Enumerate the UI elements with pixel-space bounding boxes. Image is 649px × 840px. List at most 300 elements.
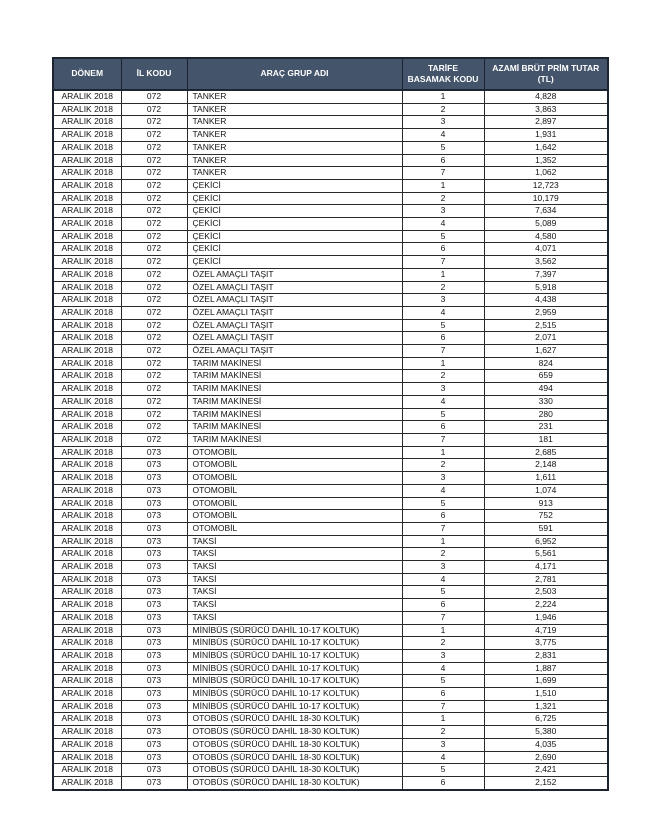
- table-cell-azami-brut-prim-tutar: 913: [484, 497, 608, 510]
- table-cell-donem: ARALIK 2018: [53, 268, 121, 281]
- table-cell-azami-brut-prim-tutar: 7,634: [484, 205, 608, 218]
- table-cell-arac-grup-adi: TARIM MAKİNESİ: [187, 408, 402, 421]
- table-cell-azami-brut-prim-tutar: 2,690: [484, 751, 608, 764]
- table-cell-donem: ARALIK 2018: [53, 649, 121, 662]
- table-row: [53, 700, 608, 713]
- table-cell-arac-grup-adi: OTOMOBİL: [187, 446, 402, 459]
- table-cell-il-kodu: 072: [121, 116, 187, 129]
- table-cell-arac-grup-adi: OTOBÜS (SÜRÜCÜ DAHİL 18-30 KOLTUK): [187, 776, 402, 789]
- table-cell-azami-brut-prim-tutar: 231: [484, 421, 608, 434]
- table-cell-tarife-basamak-kodu: 4: [402, 484, 484, 497]
- table-cell-azami-brut-prim-tutar: 181: [484, 433, 608, 446]
- table-cell-il-kodu: 073: [121, 459, 187, 472]
- table-row: [53, 205, 608, 218]
- table-cell-tarife-basamak-kodu: 5: [402, 230, 484, 243]
- table-cell-donem: ARALIK 2018: [53, 332, 121, 345]
- table-cell-donem: ARALIK 2018: [53, 129, 121, 142]
- table-cell-azami-brut-prim-tutar: 659: [484, 370, 608, 383]
- table-cell-tarife-basamak-kodu: 2: [402, 370, 484, 383]
- table-cell-arac-grup-adi: ÇEKİCİ: [187, 256, 402, 269]
- table-cell-azami-brut-prim-tutar: 4,719: [484, 624, 608, 637]
- table-cell-donem: ARALIK 2018: [53, 218, 121, 231]
- table-cell-il-kodu: 072: [121, 370, 187, 383]
- table-cell-azami-brut-prim-tutar: 1,887: [484, 662, 608, 675]
- table-cell-tarife-basamak-kodu: 6: [402, 243, 484, 256]
- table-cell-donem: ARALIK 2018: [53, 535, 121, 548]
- table-cell-donem: ARALIK 2018: [53, 103, 121, 116]
- table-cell-arac-grup-adi: MİNİBÜS (SÜRÜCÜ DAHİL 10-17 KOLTUK): [187, 637, 402, 650]
- table-cell-arac-grup-adi: ÖZEL AMAÇLI TAŞIT: [187, 319, 402, 332]
- table-cell-il-kodu: 073: [121, 688, 187, 701]
- table-cell-arac-grup-adi: TAKSİ: [187, 586, 402, 599]
- table-cell-azami-brut-prim-tutar: 4,580: [484, 230, 608, 243]
- table-cell-tarife-basamak-kodu: 3: [402, 738, 484, 751]
- table-row: [53, 395, 608, 408]
- table-cell-azami-brut-prim-tutar: 2,515: [484, 319, 608, 332]
- table-row: [53, 345, 608, 358]
- table-row: [53, 497, 608, 510]
- table-cell-arac-grup-adi: ÖZEL AMAÇLI TAŞIT: [187, 345, 402, 358]
- table-cell-il-kodu: 072: [121, 103, 187, 116]
- table-cell-arac-grup-adi: OTOMOBİL: [187, 497, 402, 510]
- table-cell-tarife-basamak-kodu: 6: [402, 332, 484, 345]
- table-cell-il-kodu: 072: [121, 332, 187, 345]
- table-row: [53, 129, 608, 142]
- table-cell-tarife-basamak-kodu: 7: [402, 611, 484, 624]
- table-cell-arac-grup-adi: ÇEKİCİ: [187, 230, 402, 243]
- table-cell-tarife-basamak-kodu: 5: [402, 408, 484, 421]
- column-header-arac-grup-adi: ARAÇ GRUP ADI: [187, 58, 402, 90]
- table-row: [53, 408, 608, 421]
- table-row: [53, 319, 608, 332]
- table-row: [53, 230, 608, 243]
- table-cell-azami-brut-prim-tutar: 824: [484, 357, 608, 370]
- table-cell-donem: ARALIK 2018: [53, 90, 121, 103]
- table-row: [53, 243, 608, 256]
- table-cell-il-kodu: 072: [121, 408, 187, 421]
- table-cell-azami-brut-prim-tutar: 4,171: [484, 561, 608, 574]
- table-cell-arac-grup-adi: MİNİBÜS (SÜRÜCÜ DAHİL 10-17 KOLTUK): [187, 624, 402, 637]
- table-cell-tarife-basamak-kodu: 4: [402, 751, 484, 764]
- tariff-table: [52, 57, 609, 791]
- table-cell-donem: ARALIK 2018: [53, 522, 121, 535]
- table-cell-tarife-basamak-kodu: 7: [402, 522, 484, 535]
- table-cell-azami-brut-prim-tutar: 2,152: [484, 776, 608, 789]
- table-cell-donem: ARALIK 2018: [53, 395, 121, 408]
- table-cell-tarife-basamak-kodu: 7: [402, 167, 484, 180]
- table-cell-azami-brut-prim-tutar: 3,863: [484, 103, 608, 116]
- table-cell-arac-grup-adi: TARIM MAKİNESİ: [187, 370, 402, 383]
- table-row: [53, 764, 608, 777]
- table-cell-donem: ARALIK 2018: [53, 421, 121, 434]
- table-cell-il-kodu: 073: [121, 649, 187, 662]
- table-cell-il-kodu: 072: [121, 230, 187, 243]
- table-cell-tarife-basamak-kodu: 2: [402, 103, 484, 116]
- table-cell-tarife-basamak-kodu: 4: [402, 662, 484, 675]
- table-cell-donem: ARALIK 2018: [53, 484, 121, 497]
- table-cell-tarife-basamak-kodu: 5: [402, 675, 484, 688]
- table-cell-arac-grup-adi: TANKER: [187, 90, 402, 103]
- table-cell-donem: ARALIK 2018: [53, 116, 121, 129]
- table-cell-il-kodu: 073: [121, 713, 187, 726]
- table-cell-azami-brut-prim-tutar: 280: [484, 408, 608, 421]
- table-cell-donem: ARALIK 2018: [53, 611, 121, 624]
- table-cell-arac-grup-adi: OTOBÜS (SÜRÜCÜ DAHİL 18-30 KOLTUK): [187, 713, 402, 726]
- table-cell-tarife-basamak-kodu: 2: [402, 726, 484, 739]
- table-cell-azami-brut-prim-tutar: 2,897: [484, 116, 608, 129]
- table-cell-donem: ARALIK 2018: [53, 573, 121, 586]
- table-cell-tarife-basamak-kodu: 4: [402, 306, 484, 319]
- table-cell-tarife-basamak-kodu: 6: [402, 421, 484, 434]
- table-cell-donem: ARALIK 2018: [53, 230, 121, 243]
- table-cell-donem: ARALIK 2018: [53, 726, 121, 739]
- table-cell-il-kodu: 072: [121, 421, 187, 434]
- table-cell-tarife-basamak-kodu: 1: [402, 179, 484, 192]
- table-row: [53, 218, 608, 231]
- table-cell-il-kodu: 072: [121, 90, 187, 103]
- table-cell-donem: ARALIK 2018: [53, 294, 121, 307]
- table-row: [53, 192, 608, 205]
- table-cell-azami-brut-prim-tutar: 12,723: [484, 179, 608, 192]
- table-cell-arac-grup-adi: TANKER: [187, 167, 402, 180]
- table-cell-tarife-basamak-kodu: 4: [402, 573, 484, 586]
- table-cell-donem: ARALIK 2018: [53, 738, 121, 751]
- table-cell-tarife-basamak-kodu: 1: [402, 713, 484, 726]
- table-row: [53, 675, 608, 688]
- table-cell-tarife-basamak-kodu: 1: [402, 90, 484, 103]
- table-cell-il-kodu: 072: [121, 167, 187, 180]
- table-cell-tarife-basamak-kodu: 5: [402, 319, 484, 332]
- table-cell-arac-grup-adi: ÇEKİCİ: [187, 179, 402, 192]
- table-cell-azami-brut-prim-tutar: 752: [484, 510, 608, 523]
- table-cell-arac-grup-adi: MİNİBÜS (SÜRÜCÜ DAHİL 10-17 KOLTUK): [187, 662, 402, 675]
- table-row: [53, 688, 608, 701]
- table-cell-donem: ARALIK 2018: [53, 243, 121, 256]
- table-cell-azami-brut-prim-tutar: 1,352: [484, 154, 608, 167]
- table-cell-tarife-basamak-kodu: 3: [402, 294, 484, 307]
- table-cell-tarife-basamak-kodu: 3: [402, 383, 484, 396]
- table-cell-arac-grup-adi: TAKSİ: [187, 573, 402, 586]
- table-cell-azami-brut-prim-tutar: 4,438: [484, 294, 608, 307]
- table-cell-azami-brut-prim-tutar: 3,562: [484, 256, 608, 269]
- table-cell-tarife-basamak-kodu: 5: [402, 141, 484, 154]
- table-cell-il-kodu: 073: [121, 472, 187, 485]
- table-row: [53, 611, 608, 624]
- table-row: [53, 649, 608, 662]
- table-cell-donem: ARALIK 2018: [53, 179, 121, 192]
- table-cell-azami-brut-prim-tutar: 2,148: [484, 459, 608, 472]
- table-cell-arac-grup-adi: ÖZEL AMAÇLI TAŞIT: [187, 281, 402, 294]
- table-cell-donem: ARALIK 2018: [53, 751, 121, 764]
- table-cell-donem: ARALIK 2018: [53, 357, 121, 370]
- table-cell-azami-brut-prim-tutar: 4,071: [484, 243, 608, 256]
- column-header-azami-brut-prim-tutar: AZAMİ BRÜT PRİM TUTAR (TL): [484, 58, 608, 90]
- table-cell-il-kodu: 073: [121, 726, 187, 739]
- table-cell-tarife-basamak-kodu: 6: [402, 599, 484, 612]
- table-cell-tarife-basamak-kodu: 6: [402, 688, 484, 701]
- table-cell-donem: ARALIK 2018: [53, 548, 121, 561]
- table-cell-donem: ARALIK 2018: [53, 700, 121, 713]
- table-cell-arac-grup-adi: TARIM MAKİNESİ: [187, 383, 402, 396]
- table-row: [53, 154, 608, 167]
- table-cell-donem: ARALIK 2018: [53, 510, 121, 523]
- table-cell-arac-grup-adi: OTOBÜS (SÜRÜCÜ DAHİL 18-30 KOLTUK): [187, 764, 402, 777]
- table-cell-il-kodu: 073: [121, 675, 187, 688]
- table-row: [53, 167, 608, 180]
- table-cell-azami-brut-prim-tutar: 5,561: [484, 548, 608, 561]
- table-row: [53, 383, 608, 396]
- table-row: [53, 90, 608, 103]
- table-cell-il-kodu: 073: [121, 662, 187, 675]
- table-cell-arac-grup-adi: MİNİBÜS (SÜRÜCÜ DAHİL 10-17 KOLTUK): [187, 649, 402, 662]
- table-cell-il-kodu: 073: [121, 484, 187, 497]
- table-cell-arac-grup-adi: OTOMOBİL: [187, 522, 402, 535]
- table-cell-donem: ARALIK 2018: [53, 446, 121, 459]
- table-cell-il-kodu: 073: [121, 573, 187, 586]
- table-body: [53, 90, 608, 790]
- table-cell-arac-grup-adi: TAKSİ: [187, 599, 402, 612]
- table-row: [53, 726, 608, 739]
- table-cell-tarife-basamak-kodu: 7: [402, 433, 484, 446]
- table-cell-donem: ARALIK 2018: [53, 459, 121, 472]
- table-cell-arac-grup-adi: TANKER: [187, 103, 402, 116]
- table-cell-donem: ARALIK 2018: [53, 383, 121, 396]
- table-cell-donem: ARALIK 2018: [53, 561, 121, 574]
- table-cell-donem: ARALIK 2018: [53, 776, 121, 789]
- table-row: [53, 256, 608, 269]
- table-cell-azami-brut-prim-tutar: 2,685: [484, 446, 608, 459]
- table-row: [53, 472, 608, 485]
- table-cell-arac-grup-adi: ÇEKİCİ: [187, 192, 402, 205]
- table-cell-arac-grup-adi: TARIM MAKİNESİ: [187, 433, 402, 446]
- table-cell-tarife-basamak-kodu: 5: [402, 764, 484, 777]
- table-cell-arac-grup-adi: OTOMOBİL: [187, 484, 402, 497]
- table-cell-il-kodu: 072: [121, 218, 187, 231]
- table-row: [53, 421, 608, 434]
- table-cell-arac-grup-adi: ÖZEL AMAÇLI TAŞIT: [187, 332, 402, 345]
- table-row: [53, 776, 608, 789]
- table-cell-azami-brut-prim-tutar: 2,959: [484, 306, 608, 319]
- table-cell-il-kodu: 072: [121, 433, 187, 446]
- table-row: [53, 624, 608, 637]
- table-cell-il-kodu: 072: [121, 383, 187, 396]
- table-cell-arac-grup-adi: MİNİBÜS (SÜRÜCÜ DAHİL 10-17 KOLTUK): [187, 700, 402, 713]
- table-cell-arac-grup-adi: TANKER: [187, 129, 402, 142]
- table-row: [53, 459, 608, 472]
- table-cell-tarife-basamak-kodu: 3: [402, 649, 484, 662]
- table-cell-tarife-basamak-kodu: 3: [402, 472, 484, 485]
- table-cell-tarife-basamak-kodu: 1: [402, 535, 484, 548]
- table-cell-azami-brut-prim-tutar: 1,611: [484, 472, 608, 485]
- table-cell-tarife-basamak-kodu: 4: [402, 129, 484, 142]
- table-row: [53, 738, 608, 751]
- table-cell-arac-grup-adi: TARIM MAKİNESİ: [187, 395, 402, 408]
- table-cell-tarife-basamak-kodu: 4: [402, 218, 484, 231]
- table-cell-donem: ARALIK 2018: [53, 345, 121, 358]
- table-row: [53, 357, 608, 370]
- table-cell-tarife-basamak-kodu: 2: [402, 548, 484, 561]
- table-cell-arac-grup-adi: ÇEKİCİ: [187, 218, 402, 231]
- table-cell-tarife-basamak-kodu: 2: [402, 281, 484, 294]
- table-cell-il-kodu: 073: [121, 497, 187, 510]
- table-cell-arac-grup-adi: OTOBÜS (SÜRÜCÜ DAHİL 18-30 KOLTUK): [187, 726, 402, 739]
- table-cell-azami-brut-prim-tutar: 2,503: [484, 586, 608, 599]
- table-row: [53, 306, 608, 319]
- table-row: [53, 281, 608, 294]
- table-cell-tarife-basamak-kodu: 6: [402, 154, 484, 167]
- table-cell-il-kodu: 073: [121, 751, 187, 764]
- table-cell-donem: ARALIK 2018: [53, 281, 121, 294]
- column-header-il-kodu: İL KODU: [121, 58, 187, 90]
- table-row: [53, 294, 608, 307]
- table-cell-il-kodu: 073: [121, 548, 187, 561]
- table-row: [53, 599, 608, 612]
- table-cell-azami-brut-prim-tutar: 494: [484, 383, 608, 396]
- table-cell-il-kodu: 073: [121, 599, 187, 612]
- table-cell-arac-grup-adi: OTOMOBİL: [187, 510, 402, 523]
- table-cell-azami-brut-prim-tutar: 7,397: [484, 268, 608, 281]
- table-cell-arac-grup-adi: ÖZEL AMAÇLI TAŞIT: [187, 268, 402, 281]
- table-row: [53, 433, 608, 446]
- table-cell-donem: ARALIK 2018: [53, 154, 121, 167]
- table-cell-tarife-basamak-kodu: 5: [402, 586, 484, 599]
- table-cell-tarife-basamak-kodu: 4: [402, 395, 484, 408]
- table-cell-il-kodu: 073: [121, 522, 187, 535]
- table-cell-arac-grup-adi: ÇEKİCİ: [187, 205, 402, 218]
- table-cell-il-kodu: 073: [121, 611, 187, 624]
- table-cell-arac-grup-adi: ÖZEL AMAÇLI TAŞIT: [187, 306, 402, 319]
- table-cell-il-kodu: 072: [121, 129, 187, 142]
- table-cell-donem: ARALIK 2018: [53, 688, 121, 701]
- table-cell-arac-grup-adi: OTOBÜS (SÜRÜCÜ DAHİL 18-30 KOLTUK): [187, 751, 402, 764]
- table-cell-tarife-basamak-kodu: 7: [402, 345, 484, 358]
- table-cell-azami-brut-prim-tutar: 1,074: [484, 484, 608, 497]
- table-cell-arac-grup-adi: OTOMOBİL: [187, 472, 402, 485]
- table-row: [53, 548, 608, 561]
- table-cell-tarife-basamak-kodu: 7: [402, 256, 484, 269]
- table-cell-il-kodu: 073: [121, 637, 187, 650]
- table-cell-il-kodu: 073: [121, 700, 187, 713]
- table-cell-il-kodu: 072: [121, 268, 187, 281]
- table-row: [53, 179, 608, 192]
- table-cell-azami-brut-prim-tutar: 1,931: [484, 129, 608, 142]
- table-row: [53, 370, 608, 383]
- table-cell-azami-brut-prim-tutar: 5,089: [484, 218, 608, 231]
- table-cell-azami-brut-prim-tutar: 6,725: [484, 713, 608, 726]
- table-cell-arac-grup-adi: TANKER: [187, 116, 402, 129]
- table-cell-azami-brut-prim-tutar: 330: [484, 395, 608, 408]
- table-row: [53, 561, 608, 574]
- table-row: [53, 446, 608, 459]
- table-cell-azami-brut-prim-tutar: 2,421: [484, 764, 608, 777]
- table-cell-arac-grup-adi: TAKSİ: [187, 548, 402, 561]
- table-cell-donem: ARALIK 2018: [53, 141, 121, 154]
- table-cell-azami-brut-prim-tutar: 4,828: [484, 90, 608, 103]
- table-cell-azami-brut-prim-tutar: 10,179: [484, 192, 608, 205]
- table-cell-donem: ARALIK 2018: [53, 167, 121, 180]
- table-cell-tarife-basamak-kodu: 1: [402, 357, 484, 370]
- table-cell-il-kodu: 072: [121, 192, 187, 205]
- table-cell-tarife-basamak-kodu: 1: [402, 624, 484, 637]
- table-cell-donem: ARALIK 2018: [53, 675, 121, 688]
- table-cell-donem: ARALIK 2018: [53, 472, 121, 485]
- table-cell-il-kodu: 072: [121, 256, 187, 269]
- table-cell-donem: ARALIK 2018: [53, 256, 121, 269]
- table-cell-arac-grup-adi: TAKSİ: [187, 611, 402, 624]
- column-header-tarife-basamak-kodu: TARİFE BASAMAK KODU: [402, 58, 484, 90]
- table-cell-azami-brut-prim-tutar: 1,627: [484, 345, 608, 358]
- table-cell-azami-brut-prim-tutar: 1,321: [484, 700, 608, 713]
- table-cell-donem: ARALIK 2018: [53, 497, 121, 510]
- table-cell-azami-brut-prim-tutar: 1,062: [484, 167, 608, 180]
- table-cell-il-kodu: 073: [121, 764, 187, 777]
- table-cell-azami-brut-prim-tutar: 2,831: [484, 649, 608, 662]
- table-cell-arac-grup-adi: OTOBÜS (SÜRÜCÜ DAHİL 18-30 KOLTUK): [187, 738, 402, 751]
- table-cell-tarife-basamak-kodu: 2: [402, 192, 484, 205]
- table-cell-donem: ARALIK 2018: [53, 599, 121, 612]
- table-cell-donem: ARALIK 2018: [53, 586, 121, 599]
- table-cell-donem: ARALIK 2018: [53, 319, 121, 332]
- table-row: [53, 141, 608, 154]
- table-cell-il-kodu: 073: [121, 586, 187, 599]
- table-cell-azami-brut-prim-tutar: 2,071: [484, 332, 608, 345]
- table-cell-il-kodu: 073: [121, 446, 187, 459]
- table-cell-tarife-basamak-kodu: 3: [402, 561, 484, 574]
- table-cell-azami-brut-prim-tutar: 5,380: [484, 726, 608, 739]
- table-cell-arac-grup-adi: ÇEKİCİ: [187, 243, 402, 256]
- table-cell-il-kodu: 072: [121, 281, 187, 294]
- table-row: [53, 573, 608, 586]
- table-cell-donem: ARALIK 2018: [53, 637, 121, 650]
- table-cell-il-kodu: 073: [121, 776, 187, 789]
- table-cell-il-kodu: 072: [121, 294, 187, 307]
- table-cell-il-kodu: 072: [121, 306, 187, 319]
- table-cell-il-kodu: 072: [121, 345, 187, 358]
- table-cell-azami-brut-prim-tutar: 1,642: [484, 141, 608, 154]
- table-cell-arac-grup-adi: TANKER: [187, 154, 402, 167]
- table-cell-il-kodu: 072: [121, 141, 187, 154]
- table-cell-il-kodu: 073: [121, 535, 187, 548]
- table-cell-azami-brut-prim-tutar: 3,775: [484, 637, 608, 650]
- table-row: [53, 662, 608, 675]
- table-cell-donem: ARALIK 2018: [53, 662, 121, 675]
- table-cell-azami-brut-prim-tutar: 4,035: [484, 738, 608, 751]
- table-cell-il-kodu: 072: [121, 205, 187, 218]
- table-cell-tarife-basamak-kodu: 6: [402, 776, 484, 789]
- table-cell-donem: ARALIK 2018: [53, 624, 121, 637]
- table-row: [53, 116, 608, 129]
- table-cell-arac-grup-adi: TARIM MAKİNESİ: [187, 357, 402, 370]
- table-cell-donem: ARALIK 2018: [53, 764, 121, 777]
- table-cell-il-kodu: 072: [121, 395, 187, 408]
- table-cell-tarife-basamak-kodu: 2: [402, 459, 484, 472]
- table-cell-donem: ARALIK 2018: [53, 408, 121, 421]
- table-row: [53, 332, 608, 345]
- table-cell-azami-brut-prim-tutar: 591: [484, 522, 608, 535]
- table-cell-tarife-basamak-kodu: 5: [402, 497, 484, 510]
- table-cell-azami-brut-prim-tutar: 6,952: [484, 535, 608, 548]
- table-row: [53, 751, 608, 764]
- table-row: [53, 522, 608, 535]
- table-cell-arac-grup-adi: MİNİBÜS (SÜRÜCÜ DAHİL 10-17 KOLTUK): [187, 688, 402, 701]
- table-cell-il-kodu: 073: [121, 624, 187, 637]
- table-cell-il-kodu: 073: [121, 561, 187, 574]
- table-cell-il-kodu: 072: [121, 179, 187, 192]
- table-cell-il-kodu: 072: [121, 319, 187, 332]
- table-cell-donem: ARALIK 2018: [53, 433, 121, 446]
- table-cell-azami-brut-prim-tutar: 1,510: [484, 688, 608, 701]
- table-row: [53, 103, 608, 116]
